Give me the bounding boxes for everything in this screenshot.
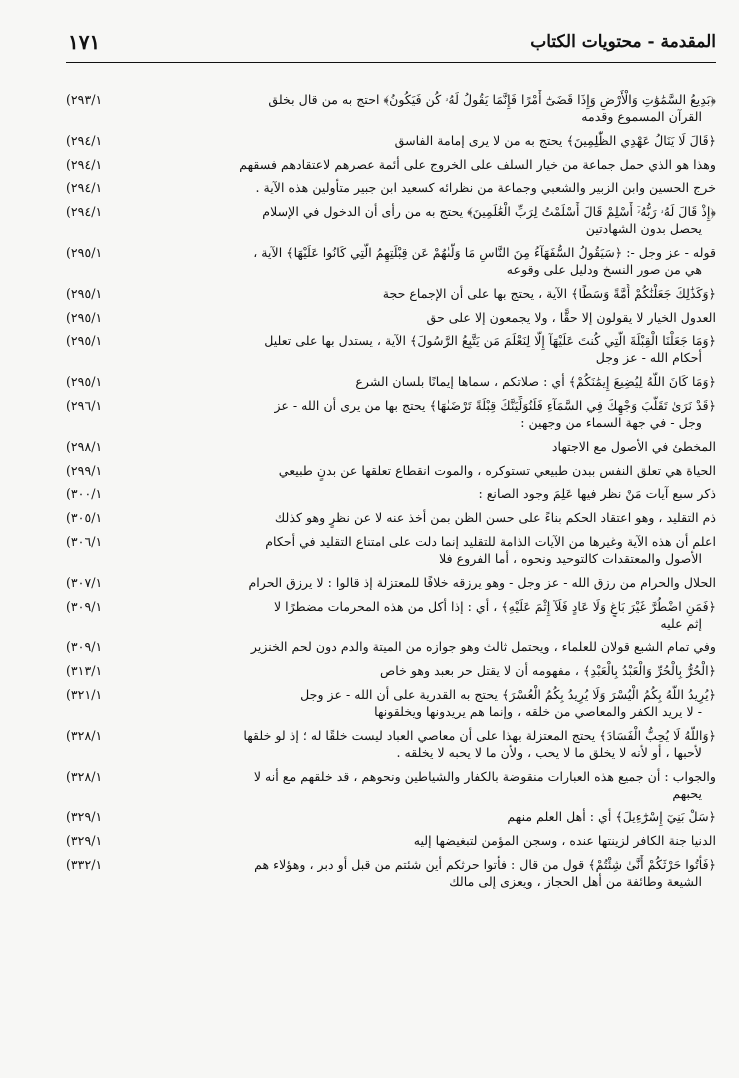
entry-text: ﴿وَاللَّهُ لَا يُحِبُّ الْفَسَادَ﴾ يحتج المعتزلة بهذا على أن معاصي العباد ليست خلقًا له ؛ إذ لو خلقها	[243, 727, 716, 743]
entry-text: وهذا هو الذي حمل جماعة من خيار السلف على الخروج على أئمة عصرهم لاعتقادهم فسقهم	[239, 156, 716, 172]
entry-page-ref: (٣٠٠/١	[66, 486, 103, 502]
entry-page-ref: (٣٠٩/١	[66, 598, 103, 614]
entry-text: والجواب : أن جميع هذه العبارات منقوضة بالكفار والشياطين ونحوهم ، قد خلقهم مع أنه لا	[253, 768, 716, 784]
entry-line	[66, 508, 716, 528]
entry-text: ﴿فَمَنِ اضْطُرَّ غَيْرَ بَاغٍ وَلَا عَادٍ فَلَآ إِثْمَ عَلَيْهِ﴾ ، أي : إذا أكل من هذه المحرمات مضطرًا لا	[274, 598, 716, 614]
page-header	[66, 28, 716, 63]
entry-page-ref: (٢٩٥/١	[66, 309, 103, 325]
entry-text: قوله - عز وجل -: ﴿سَيَقُولُ السُّفَهَآءُ مِنَ النَّاسِ مَا وَلَّىٰهُمْ عَن قِبْلَتِهِمُ الَّتِي كَانُوا عَلَيْهَا﴾ الآية ،	[253, 245, 716, 260]
entry-page-ref: (٣٢٩/١	[66, 809, 103, 825]
entry-line	[66, 661, 716, 681]
entry-page-ref: (٢٩٦/١	[66, 398, 103, 413]
entry-page-ref: (٢٩٤/١	[66, 132, 103, 148]
entry-text: ﴿قَدْ نَرَىٰ تَقَلُّبَ وَجْهِكَ فِي السَّمَآءِ فَلَنُوَلِّيَنَّكَ قِبْلَةً تَرْضَىٰهَا﴾ يحتج بها من يرى أن الله - عز	[274, 398, 716, 413]
entry-continuation-text: يحبهم	[672, 785, 702, 801]
entry-text: ﴿يُرِيدُ اللَّهُ بِكُمُ الْيُسْرَ وَلَا يُرِيدُ بِكُمُ الْعُسْرَ﴾ يحتج به القدرية على أن الله - عز وجل	[300, 687, 716, 702]
entry-text: ﴿وَمَا جَعَلْنَا الْقِبْلَةَ الَّتِي كُنتَ عَلَيْهَآ إِلَّا لِنَعْلَمَ مَن يَتَّبِعُ الرَّسُولَ﴾ الآية ، يستدل بها على تعليل	[264, 333, 716, 349]
entry-text: ﴿وَمَا كَانَ اللَّهُ لِيُضِيعَ إِيمَٰنَكُمْ﴾ أي : صلاتكم ، سماها إيمانًا بلسان الشرع	[355, 374, 716, 390]
entry-page-ref: (٢٩٤/١	[66, 156, 103, 172]
entry-text: العدول الخيار لا يقولون إلا حقًّا ، ولا يجمعون إلا على حق	[426, 309, 716, 325]
entry-continuation-line	[66, 743, 716, 763]
entry-text: ﴿وَكَذَٰلِكَ جَعَلْنَٰكُمْ أُمَّةً وَسَطًا﴾ الآية ، يحتج بها على أن الإجماع حجة	[382, 285, 716, 301]
entry-page-ref: (٣٠٦/١	[66, 534, 103, 549]
entry-page-ref: (٢٩٥/١	[66, 245, 103, 260]
entry-line	[66, 284, 716, 304]
entry-line	[66, 461, 716, 481]
entry-text: المخطئ في الأصول مع الاجتهاد	[551, 438, 716, 454]
entry-text: الحلال والحرام من رزق الله - عز وجل - وهو يرزقه خلافًا للمعتزلة إذ قالوا : لا يرزق الحرام	[248, 574, 716, 590]
entry-page-ref: (٣٢٩/١	[66, 833, 103, 849]
entry-line	[66, 573, 716, 593]
entry-text: اعلم أن هذه الآية وغيرها من الآيات الذامة للتقليد إنما دلت على امتناع التقليد في أحكام	[265, 534, 716, 549]
entry-page-ref: (٣٠٩/١	[66, 639, 103, 655]
entry-continuation-text: وجل - في جهة السماء من وجهين :	[520, 415, 702, 430]
entry-text: ﴿بَدِيعُ السَّمَٰوَٰتِ وَالْأَرْضِ وَإِذَا قَضَىٰٓ أَمْرًا فَإِنَّمَا يَقُولُ لَهُۥ كُن فَيَكُونُ﴾ احتج به من قال بخلق	[268, 92, 716, 107]
entry-continuation-line	[66, 702, 716, 722]
entry-line	[66, 155, 716, 175]
entry-continuation-text: يحصل بدون الشهادتين	[585, 221, 702, 237]
entry-continuation-text: لأحبها ، أو لأنه لا يخلق ما لا يحب ، ولأن ما لا يحبه لا يخلقه .	[396, 744, 702, 760]
entry-page-ref: (٣١٣/١	[66, 663, 103, 679]
entry-page-ref: (٣٠٧/١	[66, 574, 103, 590]
document-page	[66, 28, 716, 1068]
entry-text: ﴿إِذْ قَالَ لَهُۥ رَبُّهُۥٓ أَسْلِمْ قَالَ أَسْلَمْتُ لِرَبِّ الْعَٰلَمِينَ﴾ يحتج به من رأى أن الدخول في الإسلام	[262, 204, 716, 220]
entry-continuation-line	[66, 107, 716, 127]
entry-line	[66, 178, 716, 198]
entry-text: ﴿الْحُرُّ بِالْحُرِّ وَالْعَبْدُ بِالْعَبْدِ﴾ ، مفهومه أن لا يقتل حر بعبد وهو خاص	[380, 663, 716, 679]
entry-text: ﴿فَأْتُوا حَرْثَكُمْ أَنَّىٰ شِئْتُمْ﴾ قول من قال : فأتوا حرثكم أين شئتم من قبل أو دبر ، وهؤلاء هم	[254, 857, 716, 872]
entry-continuation-text: إثم عليه	[660, 615, 702, 631]
entry-text: وفي تمام الشبع قولان للعلماء ، ويحتمل ثالث وهو جوازه من الميتة والدم دون لحم الخنزير	[250, 639, 716, 655]
entry-page-ref: (٢٩٣/١	[66, 92, 103, 107]
entry-page-ref: (٣٢٨/١	[66, 727, 103, 743]
entry-continuation-line	[66, 872, 716, 892]
entry-text: الدنيا جنة الكافر لزينتها عنده ، وسجن المؤمن لتبغيضها إليه	[413, 833, 716, 849]
entry-page-ref: (٢٩٥/١	[66, 374, 103, 390]
entry-text: خرج الحسين وابن الزبير والشعبي وجماعة من نظرائه كسعيد ابن جبير متأولين هذه الآية .	[255, 180, 716, 196]
entry-page-ref: (٣٢١/١	[66, 687, 103, 702]
entry-text: ﴿سَلْ بَنِيٓ إِسْرَٰٓءِيلَ﴾ أي : أهل العلم منهم	[507, 809, 716, 825]
entry-text: الحياة هي تعلق النفس ببدن طبيعي تستوكره ، والموت انقطاع تعلقها عن بدنٍ طبيعي	[278, 462, 716, 478]
entry-line	[66, 372, 716, 392]
entry-page-ref: (٢٩٨/١	[66, 438, 103, 454]
entry-continuation-text: هي من صور النسخ ودليل على وقوعه	[506, 262, 702, 277]
entry-text: ذكر سبع آيات مَنْ نظر فيها عَلِمَ وجود الصانع :	[478, 486, 716, 502]
entry-continuation-text: - لا يريد الكفر والمعاصي من خلقه ، وإنما هم يريدونها ويخلقونها	[374, 704, 702, 719]
entry-page-ref: (٢٩٤/١	[66, 180, 103, 196]
entry-text: ذم التقليد ، وهو اعتقاد الحكم بناءً على حسن الظن بمن أخذ عنه لا عن نظرٍ وهو كذلك	[274, 510, 716, 526]
entry-continuation-line	[66, 219, 716, 239]
entry-line	[66, 807, 716, 827]
entry-line	[66, 637, 716, 657]
entry-continuation-line	[66, 549, 716, 569]
entry-line	[66, 437, 716, 457]
entry-page-ref: (٣٠٥/١	[66, 510, 103, 526]
header-title: المقدمة - محتويات الكتاب	[530, 32, 716, 52]
entry-line	[66, 831, 716, 851]
entry-continuation-line	[66, 784, 716, 804]
entry-line	[66, 484, 716, 504]
entry-continuation-line	[66, 260, 716, 280]
page-number: ١٧١	[68, 30, 101, 54]
entry-page-ref: (٢٩٩/١	[66, 462, 103, 478]
entry-page-ref: (٢٩٥/١	[66, 333, 103, 349]
entry-continuation-line	[66, 413, 716, 433]
entry-page-ref: (٢٩٤/١	[66, 204, 103, 220]
entry-continuation-text: أحكام الله - عز وجل	[595, 350, 702, 366]
entry-continuation-line	[66, 348, 716, 368]
entry-page-ref: (٣٢٨/١	[66, 768, 103, 784]
entry-continuation-line	[66, 614, 716, 634]
entry-line	[66, 308, 716, 328]
entry-page-ref: (٢٩٥/١	[66, 285, 103, 301]
entry-line	[66, 131, 716, 151]
entry-text: ﴿قَالَ لَا يَنَالُ عَهْدِي الظَّٰلِمِينَ﴾ يحتج به من لا يرى إمامة الفاسق	[394, 132, 716, 148]
entry-page-ref: (٣٣٢/١	[66, 857, 103, 872]
entry-continuation-text: الأصول والمعتقدات كالتوحيد ونحوه ، أما الفروع فلا	[439, 551, 702, 566]
entry-continuation-text: الشيعة وطائفة من أهل الحجاز ، ويعزى إلى مالك	[449, 874, 702, 889]
entry-continuation-text: القرآن المسموع وقدمه	[581, 109, 702, 124]
